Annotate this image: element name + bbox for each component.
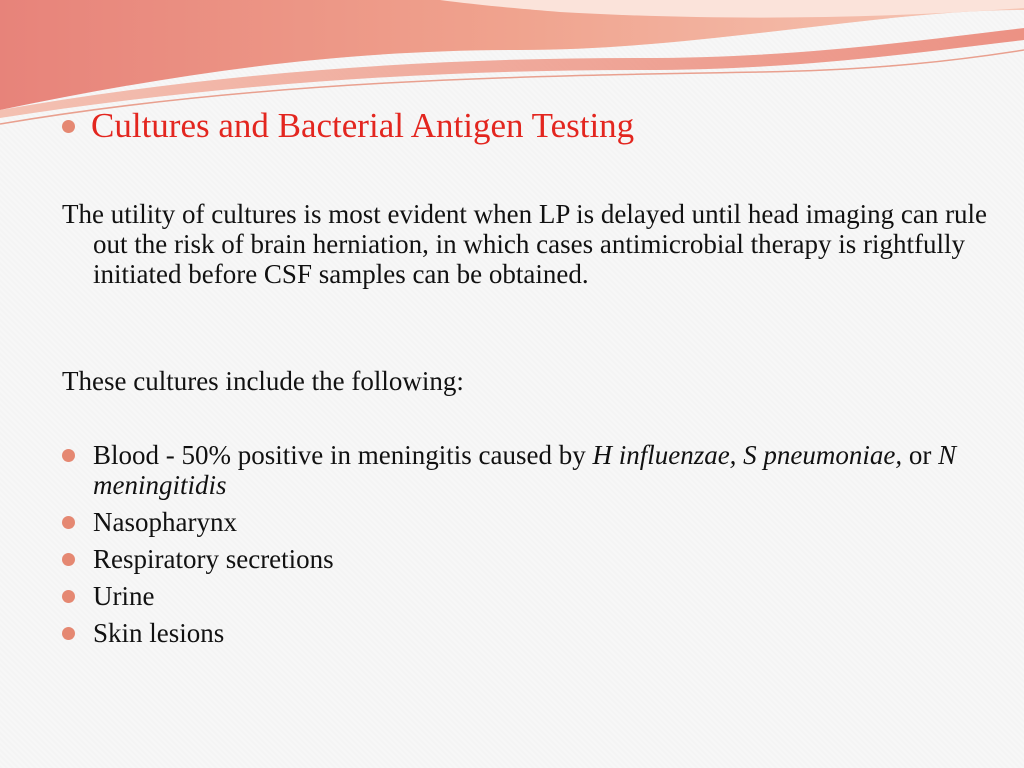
connector-text: or (902, 440, 939, 470)
bullet-icon (62, 449, 75, 462)
list-item-blood (62, 440, 962, 500)
bullet-icon (62, 553, 75, 566)
culture-list (62, 440, 962, 655)
body-paragraph-intro: These cultures include the following: (62, 366, 464, 396)
body-paragraph-utility: The utility of cultures is most evident when LP is delayed until head imaging can rule out the risk of brain herniation, in which cases antimicrobial therapy is rightfully initiated before CSF samples can be obtained. (62, 199, 988, 289)
nasopharynx-text: Nasopharynx (93, 507, 237, 537)
slide-title: Cultures and Bacterial Antigen Testing (91, 106, 635, 145)
blood-text: Blood - 50% positive in meningitis caused by (93, 440, 593, 470)
bullet-icon (62, 627, 75, 640)
list-item-nasopharynx (62, 507, 962, 537)
slide-title-row (62, 104, 634, 148)
respiratory-text: Respiratory secretions (93, 544, 334, 574)
organism-h-influenzae-s-pneumoniae: H influenzae, S pneumoniae, (592, 440, 903, 470)
bullet-icon (62, 590, 75, 603)
list-item-skin-lesions (62, 618, 962, 648)
title-bullet-icon (62, 120, 75, 133)
organism-n-meningitidis: N meningitidis (93, 440, 957, 500)
skin-text: Skin lesions (93, 618, 225, 648)
list-item-urine (62, 581, 962, 611)
list-item-respiratory-secretions (62, 544, 962, 574)
bullet-icon (62, 516, 75, 529)
urine-text: Urine (93, 581, 155, 611)
